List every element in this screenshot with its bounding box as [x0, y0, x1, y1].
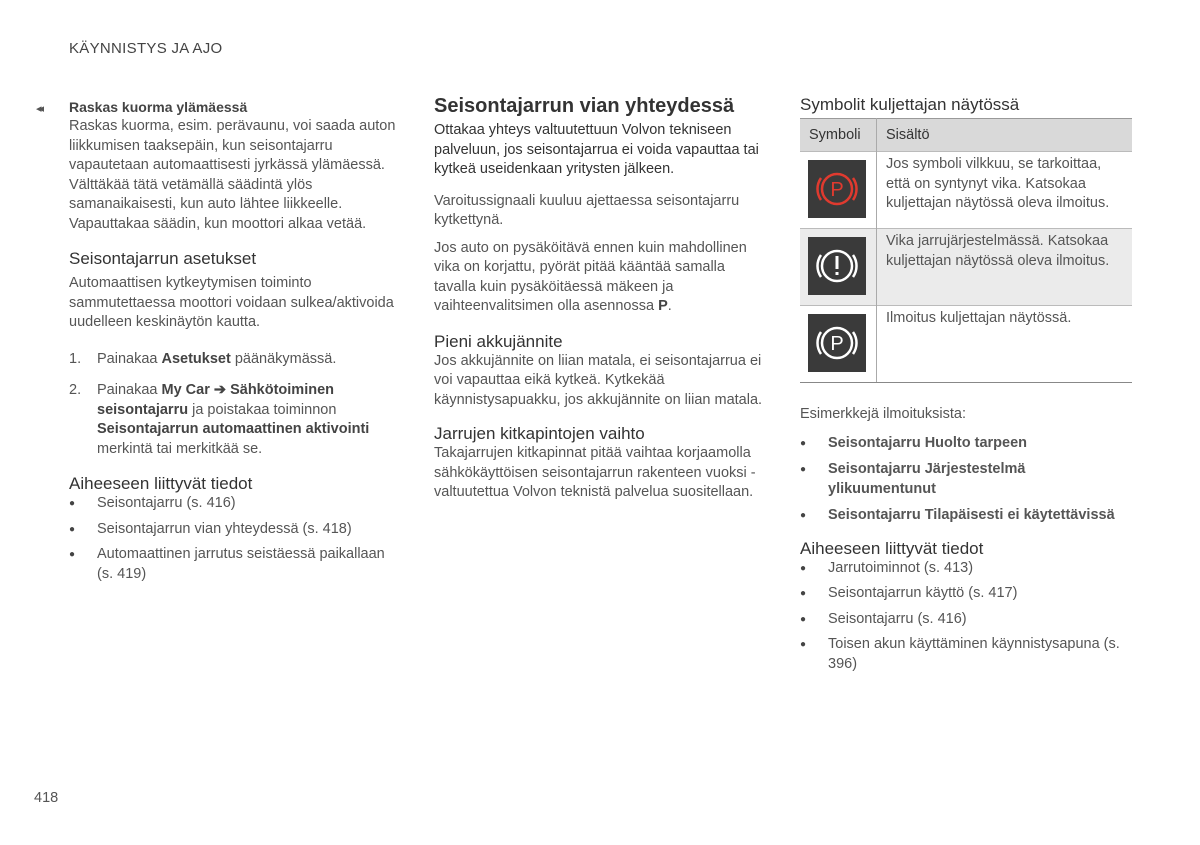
step-text: Painakaa — [97, 350, 162, 367]
settings-menu-label: Asetukset — [161, 350, 231, 367]
related-heading-left: Aiheeseen liittyvät tiedot — [69, 474, 253, 493]
step-text: päänäkymässä. — [230, 350, 337, 367]
step-1 — [69, 350, 399, 370]
symbols-table — [800, 118, 1132, 383]
symbol-cell — [800, 229, 877, 306]
symbol-cell — [800, 306, 877, 383]
table-header-row — [800, 119, 1132, 152]
table-row — [800, 152, 1132, 229]
content-column-header: Sisältö — [877, 119, 1133, 152]
content-cell: Ilmoitus kuljettajan näytössä. — [877, 306, 1133, 383]
settings-steps — [69, 350, 399, 460]
warning-signal-text: Varoitussignaali kuuluu ajettaessa seisontajarru kytkettynä. — [434, 192, 740, 228]
symbol-cell — [800, 152, 877, 229]
symbols-heading: Symbolit kuljettajan näytössä — [800, 95, 1020, 114]
list-item: ● Seisontajarru Huolto tarpeen — [800, 434, 1132, 454]
related-heading-right: Aiheeseen liittyvät tiedot — [800, 538, 984, 558]
arrow-right-icon: ➔ — [213, 382, 227, 398]
settings-heading: Seisontajarrun asetukset — [69, 249, 257, 268]
table-row — [800, 306, 1132, 383]
related-link[interactable]: ● Seisontajarru (s. 416) — [800, 610, 1132, 630]
battery-heading: Pieni akkujännite — [434, 331, 563, 351]
parking-brake-red-icon — [808, 160, 866, 218]
intro-text: Ottakaa yhteys valtuutettuun Volvon tekniseen palveluun, jos seisontajarrua ei voida vapauttaa tai kytkeä useidenkaan yritysten jälkeen. — [434, 122, 759, 177]
battery-text: Jos akkujännite on liian matala, ei seisontajarrua ei voi vapauttaa eikä kytkeä. Kytkekää käynnistysapuakku, jos akkujännite on liian matala. — [434, 352, 763, 408]
gear-p-label: P — [658, 298, 668, 314]
related-link[interactable]: ● Seisontajarrun käyttö (s. 417) — [800, 584, 1132, 604]
content-cell: Vika jarrujärjestelmässä. Katsokaa kuljettajan näytössä oleva ilmoitus. — [877, 229, 1133, 306]
heavy-load-heading: Raskas kuorma ylämäessä — [69, 99, 248, 115]
electric-parking-brake-menu-label: Sähkötoiminen seisontajarru — [97, 382, 335, 418]
brake-fault-icon — [808, 237, 866, 295]
left-column — [36, 94, 399, 590]
section-title: Seisontajarrun vian yhteydessä — [434, 95, 735, 117]
auto-activation-option-label: Seisontajarrun automaattinen aktivointi — [97, 421, 370, 437]
step-number: 1. — [69, 350, 82, 367]
step-text: Painakaa — [97, 382, 162, 398]
svg-text:P: P — [830, 333, 844, 355]
related-link[interactable]: ● Seisontajarrun vian yhteydessä (s. 418) — [69, 520, 399, 540]
pads-heading: Jarrujen kitkapintojen vaihto — [434, 424, 645, 443]
related-link[interactable]: ● Automaattinen jarrutus seistäessä paikallaan (s. 419) — [69, 545, 399, 584]
page-header: KÄYNNISTYS JA AJO — [69, 40, 223, 57]
right-column — [800, 94, 1132, 680]
svg-text:P: P — [830, 179, 844, 201]
examples-intro: Esimerkkejä ilmoituksista: — [800, 406, 966, 422]
settings-text: Automaattisen kytkeytymisen toiminto sammutettaessa moottori voidaan sulkea/aktivoida uudelleen keskinäytön kautta. — [69, 275, 394, 330]
related-list-right — [800, 559, 1132, 675]
step-text: merkintä tai merkitkää se. — [97, 440, 263, 457]
symbol-column-header: Symboli — [800, 119, 877, 152]
paragraph-text: . — [667, 298, 672, 314]
related-link[interactable]: ● Toisen akun käyttäminen käynnistysapuna (s. 396) — [800, 635, 1132, 674]
heavy-load-text: Raskas kuorma, esim. perävaunu, voi saada auton liikkumisen taaksepäin, kun seisontajarru vapautetaan automaattisesti jyrkässä ylämäessä. Välttäkää tätä vetämällä säädintä ylös samanaikaisesti, kun auto lähtee liikkeelle. Vapauttakaa säädin, kun moottori alkaa vetää. — [69, 118, 396, 232]
page-number: 418 — [34, 790, 59, 806]
middle-column — [434, 94, 764, 503]
step-text: ja poistakaa toiminnon — [188, 401, 337, 418]
list-item: ● Seisontajarru Tilapäisesti ei käytettävissä — [800, 506, 1132, 526]
table-row — [800, 229, 1132, 306]
related-list-left — [69, 494, 399, 584]
parking-instructions-text — [434, 239, 764, 317]
continued-marker-icon: ◂◂ — [36, 103, 42, 115]
related-link[interactable]: ● Jarrutoiminnot (s. 413) — [800, 559, 1132, 579]
pads-text: Takajarrujen kitkapinnat pitää vaihtaa korjaamolla sähkökäyttöisen seisontajarrun rakenteen vuoksi - valtuutettua Volvon teknistä palvelua suositellaan. — [434, 445, 756, 500]
list-item: ● Seisontajarru Järjestestelmä ylikuumentunut — [800, 460, 1132, 499]
step-2 — [69, 381, 399, 459]
parking-brake-white-icon — [808, 314, 866, 372]
content-cell: Jos symboli vilkkuu, se tarkoittaa, että on syntynyt vika. Katsokaa kuljettajan näytössä oleva ilmoitus. — [877, 152, 1133, 229]
paragraph-text: Jos auto on pysäköitävä ennen kuin mahdollinen vika on korjattu, pyörät pitää kääntää samalla tavalla kuin pysäköitäessä mäkeen ja vaihteenvalitsimen olla asennossa — [434, 239, 747, 314]
examples-list — [800, 434, 1132, 526]
my-car-menu-label: My Car — [161, 382, 210, 398]
step-number: 2. — [69, 382, 82, 398]
related-link[interactable]: ● Seisontajarru (s. 416) — [69, 494, 399, 514]
